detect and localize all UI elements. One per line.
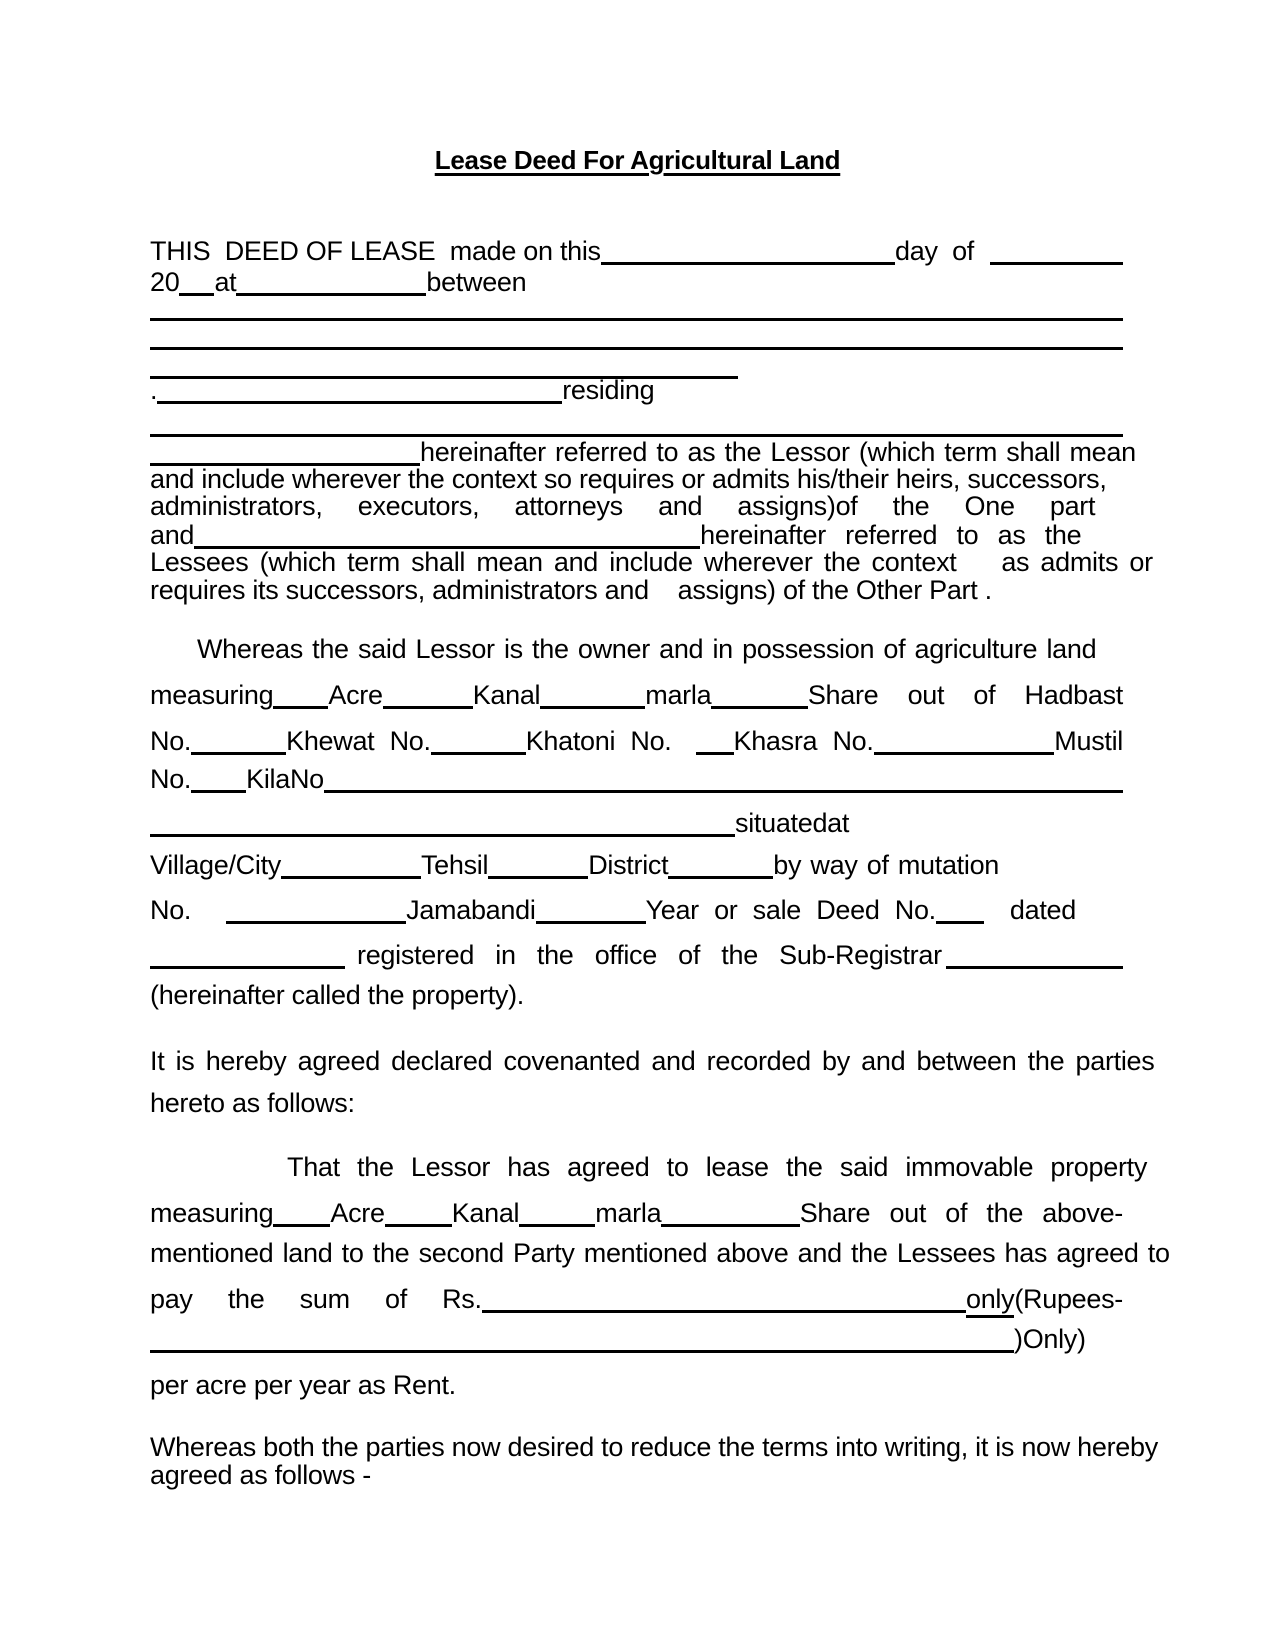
rupees-text: (Rupees-	[1014, 1284, 1123, 1314]
lessor-clause-text: hereinafter referred to as the Lessor (which term shall mean	[420, 437, 1136, 467]
blank-jamabandi-year	[536, 920, 646, 924]
agreed-intro-text: It is hereby agreed declared covenanted and recorded by and between the parties	[150, 1046, 1155, 1076]
blank-kanal-1	[383, 705, 473, 709]
acre-text: Acre	[330, 1198, 385, 1228]
only-text: only	[966, 1283, 1014, 1318]
blank-place	[236, 292, 426, 296]
mentioned-land-text: mentioned land to the second Party mentioned above and the Lessees has agreed to	[150, 1238, 1170, 1268]
marla-text: marla	[645, 680, 712, 710]
line-agreed-intro-2	[150, 1087, 1123, 1119]
deed-opening-text: THIS DEED OF LEASE made on this	[150, 236, 601, 266]
lessees-clause-text: Lessees (which term shall mean and include wherever the context as admits or	[150, 547, 1153, 577]
no-text: No.	[150, 726, 192, 756]
line-called-property	[150, 979, 1123, 1011]
hereto-follows-text: hereto as follows:	[150, 1088, 355, 1118]
line-measuring-1	[150, 679, 1123, 711]
khasra-no-text: Khasra No.	[733, 726, 874, 756]
blank-day-date	[601, 261, 895, 265]
blank-sub-registrar	[946, 965, 1123, 969]
blank-marla-1	[540, 705, 645, 709]
blank-lessor-detail	[157, 400, 562, 404]
no-text: No.	[150, 764, 192, 794]
blank-rent-amount	[482, 1309, 966, 1313]
khewat-no-text: Khewat No.	[286, 726, 431, 756]
blank-tehsil	[488, 875, 588, 879]
share-above-text: Share out of the above-	[799, 1198, 1123, 1228]
per-acre-rent-text: per acre per year as Rent.	[150, 1370, 456, 1400]
only-close-text: )Only)	[1014, 1324, 1086, 1354]
line-situated	[150, 807, 1123, 839]
line-survey-numbers	[150, 725, 1123, 757]
blank-share-2	[661, 1223, 799, 1227]
period-text: .	[150, 375, 158, 405]
line-closing-2	[150, 1459, 1123, 1491]
khatoni-no-text: Khatoni No.	[525, 726, 672, 756]
blank-rupees-words	[150, 1349, 1014, 1353]
line-pay-rent	[150, 1283, 1123, 1315]
measuring-text: measuring	[150, 1198, 274, 1228]
mustil-text: Mustil	[1054, 726, 1123, 756]
blank-district	[668, 875, 773, 879]
called-property-text: (hereinafter called the property).	[150, 980, 524, 1010]
year-20-text: 20	[150, 267, 180, 297]
blank-acre-1	[273, 705, 328, 709]
at-text: at	[214, 267, 237, 297]
marla-text: marla	[595, 1198, 662, 1228]
line-deed-opening-1	[150, 235, 1123, 267]
line-requires-clause	[150, 574, 1123, 606]
administrators-text: administrators, executors, attorneys and assigns)of the One part	[150, 491, 1096, 521]
kanal-text: Kanal	[451, 1198, 520, 1228]
day-of-text: day of	[895, 236, 974, 266]
mutation-text: by way of mutation	[773, 850, 1000, 880]
line-mentioned-land	[150, 1237, 1170, 1269]
blank-lessor-name-2	[150, 347, 1123, 350]
line-that-lease	[150, 1151, 1260, 1183]
line-measuring-2	[150, 1197, 1123, 1229]
blank-kila-no	[324, 789, 1123, 793]
district-text: District	[588, 850, 669, 880]
blank-khewat-no	[431, 751, 526, 755]
blank-mustil-no	[191, 789, 246, 793]
blank-kila-cont	[150, 833, 735, 837]
blank-khasra-no	[874, 751, 1055, 755]
measuring-text: measuring	[150, 680, 274, 710]
residing-text: residing	[562, 375, 655, 405]
line-administrators	[150, 490, 1123, 522]
blank-share-1	[711, 705, 808, 709]
closing-text-1: Whereas both the parties now desired to reduce the terms into writing, it is now hereby	[150, 1432, 1158, 1462]
between-text: between	[426, 267, 527, 297]
tehsil-text: Tehsil	[420, 850, 489, 880]
line-deed-opening-2	[150, 266, 1123, 298]
blank-hadbast-no	[191, 751, 286, 755]
line-per-acre-rent	[150, 1369, 1123, 1401]
that-lease-text: That the Lessor has agreed to lease the said immovable property	[287, 1152, 1148, 1182]
share-hadbast-text: Share out of Hadbast	[807, 680, 1123, 710]
line-agreed-intro-1	[150, 1045, 1155, 1077]
and-text: and	[150, 520, 195, 550]
blank-sale-deed-no	[936, 920, 984, 924]
document-title-text: Lease Deed For Agricultural Land	[434, 145, 841, 175]
situated-at-text: at	[827, 808, 850, 838]
line-whereas-owner	[150, 633, 1170, 665]
blank-deed-date	[150, 965, 345, 969]
village-city-text: Village/City	[150, 850, 281, 880]
line-registered	[150, 939, 1123, 971]
include-heirs-text: and include wherever the context so requires or admits his/their heirs, successors,	[150, 464, 1107, 494]
blank-marla-2	[519, 1223, 595, 1227]
whereas-owner-text: Whereas the said Lessor is the owner and in possession of agriculture land	[197, 634, 1097, 664]
line-kila-no	[150, 763, 1123, 795]
registered-text: registered in the office of the Sub-Registrar	[357, 940, 942, 970]
line-location	[150, 849, 1123, 881]
kila-no-text: KilaNo	[246, 764, 324, 794]
acre-text: Acre	[328, 680, 383, 710]
closing-text-2: agreed as follows -	[150, 1460, 371, 1490]
jamabandi-text: Jamabandi	[406, 895, 536, 925]
year-deed-text: Year or sale Deed No.	[645, 895, 936, 925]
document-title	[0, 145, 1275, 176]
kanal-text: Kanal	[472, 680, 541, 710]
dated-text: dated	[1009, 895, 1076, 925]
blank-mutation-no	[226, 920, 406, 924]
line-mutation-deed	[150, 894, 1123, 926]
situated-text: situated	[735, 808, 828, 838]
line-rupees-words	[150, 1323, 1123, 1355]
blank-lessor-name-1	[150, 318, 1123, 321]
requires-clause-text: requires its successors, administrators and assigns) of the Other Part .	[150, 575, 992, 605]
line-residing	[150, 374, 1123, 406]
blank-khatoni-no	[696, 751, 734, 755]
blank-acre-2	[273, 1223, 330, 1227]
blank-year-2digits	[179, 292, 214, 296]
blank-village-city	[281, 875, 421, 879]
lessee-ref-text: hereinafter referred to as the	[700, 520, 1082, 550]
pay-sum-text: pay the sum of Rs.	[150, 1284, 482, 1314]
blank-kanal-2	[385, 1223, 452, 1227]
blank-month	[990, 261, 1123, 265]
no-text: No.	[150, 895, 192, 925]
